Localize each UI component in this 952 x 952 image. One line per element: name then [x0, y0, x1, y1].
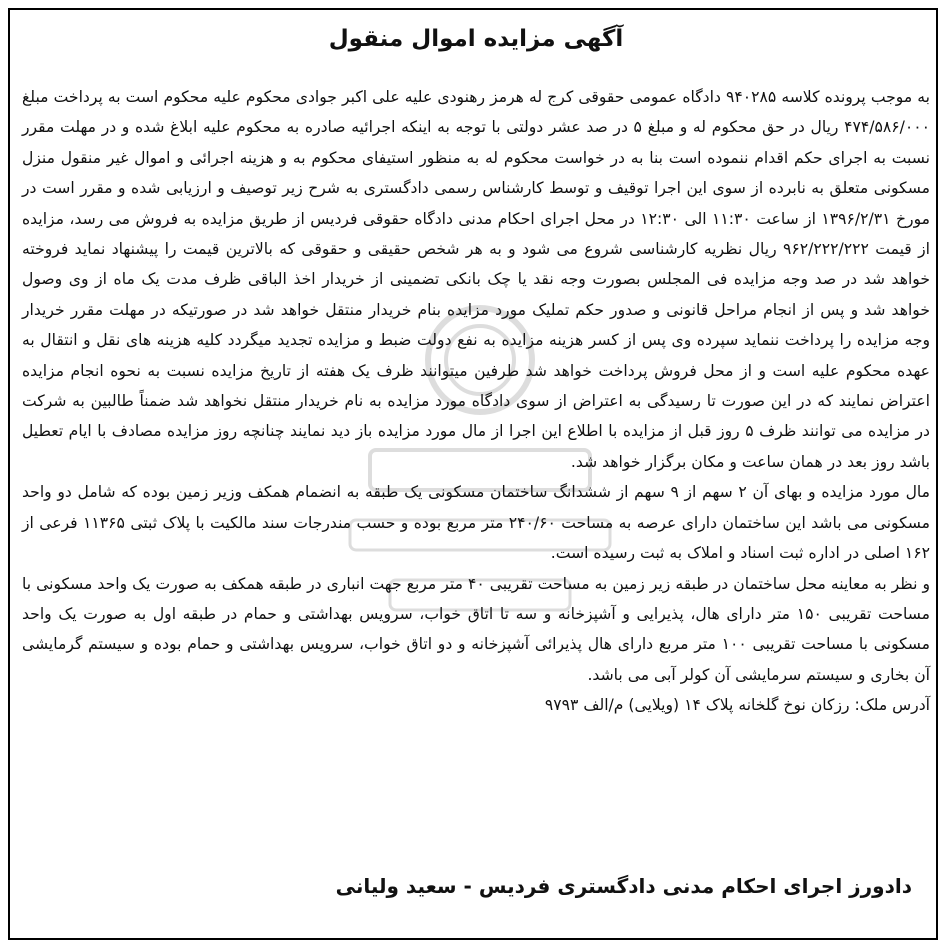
body-paragraph-main: به موجب پرونده کلاسه ۹۴۰۲۸۵ دادگاه عمومی حقوقی کرج له هرمز رهنودی علیه علی اکبر جوادی محکوم علیه محکوم است به پرداخت مبلغ ۴۷۴/۵۸۶/۰۰۰ ریال در حق محکوم له و مبلغ ۵ در صد عشر دولتی با توجه به اینکه اجرائیه صادره به محکوم علیه ابلاغ شده و در مهلت مقرر نسبت به اجرای حکم اقدام ننموده است بنا به در خواست محکوم له به منظور استیفای محکوم به و هزینه اجرائی و اموال غیر منقول منزل مسکونی متعلق به نابرده از سوی این اجرا توقیف و توسط کارشناس رسمی دادگستری به شرح زیر توصیف و ارزیابی شده و مقرر است در مورخ ۱۳۹۶/۲/۳۱ از ساعت ۱۱:۳۰ الی ۱۲:۳۰ در محل اجرای احکام مدنی دادگاه حقوقی فردیس از طریق مزایده به فروش می رسد، مزایده از قیمت ۹۶۲/۲۲۲/۲۲۲ ریال نظریه کارشناسی شروع می شود و به هر شخص حقیقی و حقوقی که بالاترین قیمت را پیشنهاد نماید فروخته خواهد شد در صد وجه مزایده فی المجلس بصورت وجه نقد یا چک بانکی تضمینی از خریدار اخذ الباقی ظرف مدت یک ماه از وی وصول خواهد شد و پس از انجام مراحل قانونی و صدور حکم تملیک مورد مزایده بنام خریدار منتقل خواهد شد در صورتیکه در مهلت مقرر خریدار وجه مزایده را پرداخت ننماید سپرده وی پس از کسر هزینه مزایده به نفع دولت ضبط و مزایده تجدید میگردد کلیه هزینه های نقل و انتقال به عهده محکوم علیه است و از محل فروش پرداخت خواهد شد طرفین میتوانند ظرف یک هفته از تاریخ مزایده نسبت به نحوه انجام مزایده اعتراض نمایند که در این صورت تا رسیدگی به اعتراض از سوی دادگاه مورد مزایده به نام خریدار منتقل نخواهد شد ضمناً طالبین به شرکت در مزایده می توانند ظرف ۵ روز قبل از مزایده با اطلاع این اجرا از مال مورد مزایده باز دید نمایند چنانچه روز مزایده مصادف با ایام تعطیل باشد روز بعد در همان ساعت و مکان برگزار خواهد شد. — [22, 88, 930, 471]
body-paragraph-address: آدرس ملک: رزکان نوخ گلخانه پلاک ۱۴ (ویلایی) م/الف ۹۷۹۳ — [544, 696, 930, 715]
signature-line: دادورز اجرای احکام مدنی دادگستری فردیس - سعید ولیانی — [335, 874, 912, 898]
body-paragraph-inspection: و نظر به معاینه محل ساختمان در طبقه زیر زمین به مساحت تقریبی ۴۰ متر مربع جهت انباری در طبقه همکف به صورت یک واحد مسکونی با مساحت تقریبی ۱۵۰ متر دارای هال، پذیرایی و آشپزخانه و سه تا اتاق خواب، سرویس بهداشتی و حمام در طبقه اول به صورت یک واحد مسکونی با مساحت تقریبی ۱۰۰ متر مربع دارای هال پذیرائی آشپزخانه و دو اتاق خواب، سرویس بهداشتی و حمام بوده و سیستم گرمایشی آن بخاری و سیستم سرمایشی آن کولر آبی می باشد. — [22, 574, 931, 684]
body-paragraph-property: مال مورد مزایده و بهای آن ۲ سهم از ۹ سهم از ششدانگ ساختمان مسکونی یک طبقه به انضمام همکف وزیر زمین بوده که شامل دو واحد مسکونی می باشد این ساختمان دارای عرصه به مساحت ۲۴۰/۶۰ متر مربع بوده و حسب مندرجات سند مالکیت با پلاک ثبتی ۱۱۳۶۵ فرعی از ۱۶۲ اصلی در اداره ثبت اسناد و املاک به ثبت رسیده است. — [22, 483, 931, 563]
notice-body — [22, 82, 930, 721]
notice-title: آگهی مزایده اموال منقول — [328, 26, 624, 52]
